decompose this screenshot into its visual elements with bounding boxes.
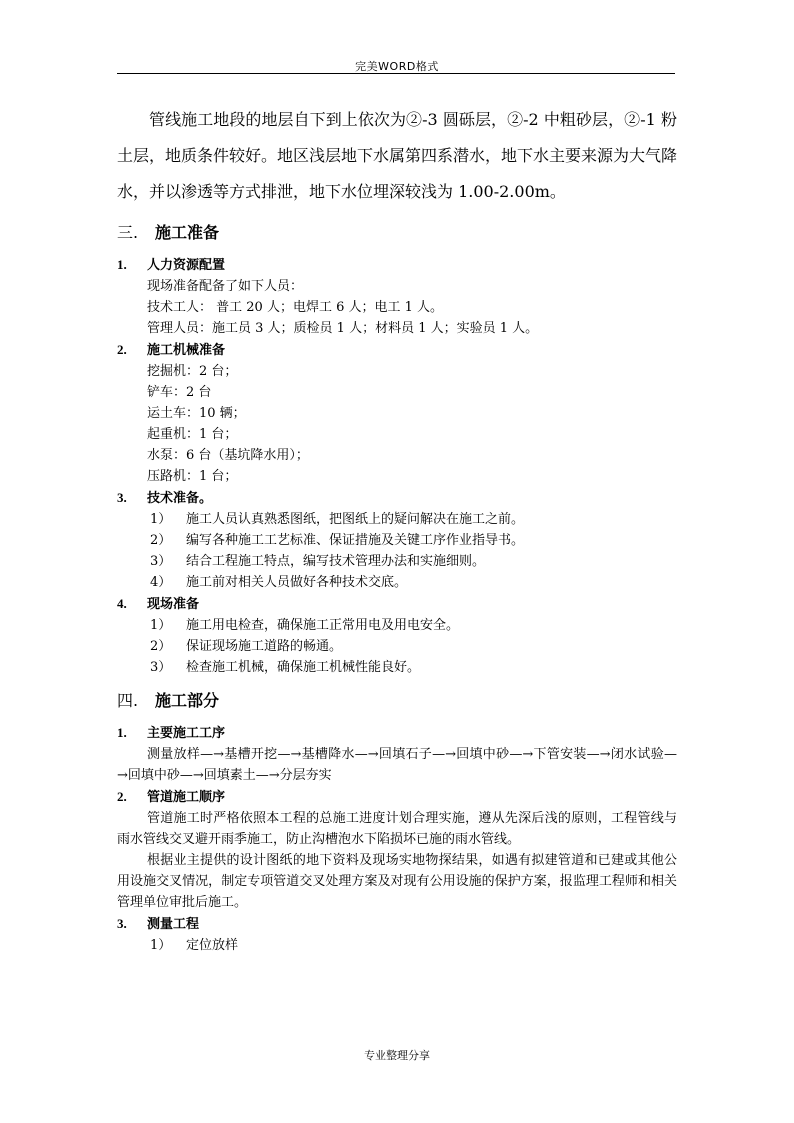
text-line: 起重机：1 台； [147,427,238,442]
item-text: 结合工程施工特点，编写技术管理办法和实施细则。 [186,554,486,569]
item-number: 2） [150,533,172,548]
item-number: 1） [150,512,172,527]
subsection-number: 1. [117,725,127,740]
item-number: 3） [150,554,172,569]
list-item [117,657,677,678]
section-title: 施工部分 [155,691,220,710]
subsection-number: 2. [117,789,127,804]
item-text: 编写各种施工工艺标准、保证措施及关键工序作业指导书。 [186,533,525,548]
page-footer: 专业整理分享 [364,1049,430,1062]
item-text: 施工前对相关人员做好各种技术交底。 [186,575,408,590]
intro-paragraph: 管线施工地段的地层自下到上依次为②-3 圆砾层，②-2 中粗砂层，②-1 粉土层，地质条件较好。地区浅层地下水属第四系潜水，地下水主要来源为大气降水，并以渗透等方式排泄，地下水位埋深较浅为 1.00-2.00m。 [117,110,678,201]
subsection-heading [117,254,677,276]
subsection-heading [117,913,677,935]
item-number: 1） [150,618,172,633]
text-line: 管理人员：施工员 3 人；质检员 1 人；材料员 1 人；实验员 1 人。 [147,321,539,336]
page-header: 完美WORD格式 [355,60,439,73]
document-body [117,102,677,956]
subsection-title: 测量工程 [147,917,200,932]
subsection-title: 现场准备 [147,597,200,612]
item-number: 4） [150,575,172,590]
item-number: 2） [150,639,172,654]
text-line: 挖掘机：2 台； [147,364,238,379]
process-flow: 测量放样—→基槽开挖—→基槽降水—→回填石子—→回填中砂—→下管安装—→闭水试验—→回填中砂—→回填素土—→分层夯实 [117,747,677,783]
section-title: 施工准备 [155,223,220,242]
item-text: 施工用电检查，确保施工正常用电及用电安全。 [186,618,460,633]
list-item [117,551,677,572]
item-text: 施工人员认真熟悉图纸，把图纸上的疑问解决在施工之前。 [186,512,525,527]
text-line: 技术工人： 普工 20 人；电焊工 6 人；电工 1 人。 [147,300,444,315]
item-text: 定位放样 [186,938,239,953]
text-line: 压路机：1 台； [147,469,238,484]
list-item [117,530,677,551]
list-item [117,509,677,530]
subsection-heading [117,487,677,509]
item-text: 检查施工机械，确保施工机械性能良好。 [186,660,421,675]
section-heading-4 [117,684,677,718]
body-paragraph: 管道施工时严格依照本工程的总施工进度计划合理实施，遵从先深后浅的原则，工程管线与雨水管线交叉避开雨季施工，防止沟槽泡水下陷损坏已施的雨水管线。 [117,811,677,847]
section-heading-3 [117,216,677,250]
subsection-heading [117,339,677,361]
list-item [117,615,677,636]
subsection-heading [117,593,677,615]
list-item [117,572,677,593]
item-number: 1） [150,938,172,953]
subsection-number: 1. [117,257,127,272]
subsection-heading [117,786,677,808]
header-rule [117,73,675,74]
item-number: 3） [150,660,172,675]
subsection-title: 人力资源配置 [147,258,226,273]
text-line: 现场准备配备了如下人员： [147,279,304,294]
subsection-title: 技术准备。 [147,491,213,506]
subsection-title: 管道施工顺序 [147,790,226,805]
item-text: 保证现场施工道路的畅通。 [186,639,343,654]
list-item [117,636,677,657]
subsection-number: 4. [117,596,127,611]
subsection-title: 施工机械准备 [147,343,226,358]
subsection-title: 主要施工工序 [147,726,226,741]
section-number: 三. [117,223,139,242]
subsection-number: 3. [117,916,127,931]
subsection-number: 2. [117,342,127,357]
subsection-heading [117,722,677,744]
body-paragraph: 根据业主提供的设计图纸的地下资料及现场实地物探结果，如遇有拟建管道和已建或其他公用设施交叉情况，制定专项管道交叉处理方案及对现有公用设施的保护方案，报监理工程师和相关管理单位审批后施工。 [117,853,677,910]
text-line: 水泵：6 台（基坑降水用）； [147,448,309,463]
section-number: 四. [117,691,139,710]
list-item [117,935,677,956]
text-line: 铲车：2 台 [147,385,212,400]
text-line: 运土车：10 辆； [147,406,246,421]
subsection-number: 3. [117,490,127,505]
